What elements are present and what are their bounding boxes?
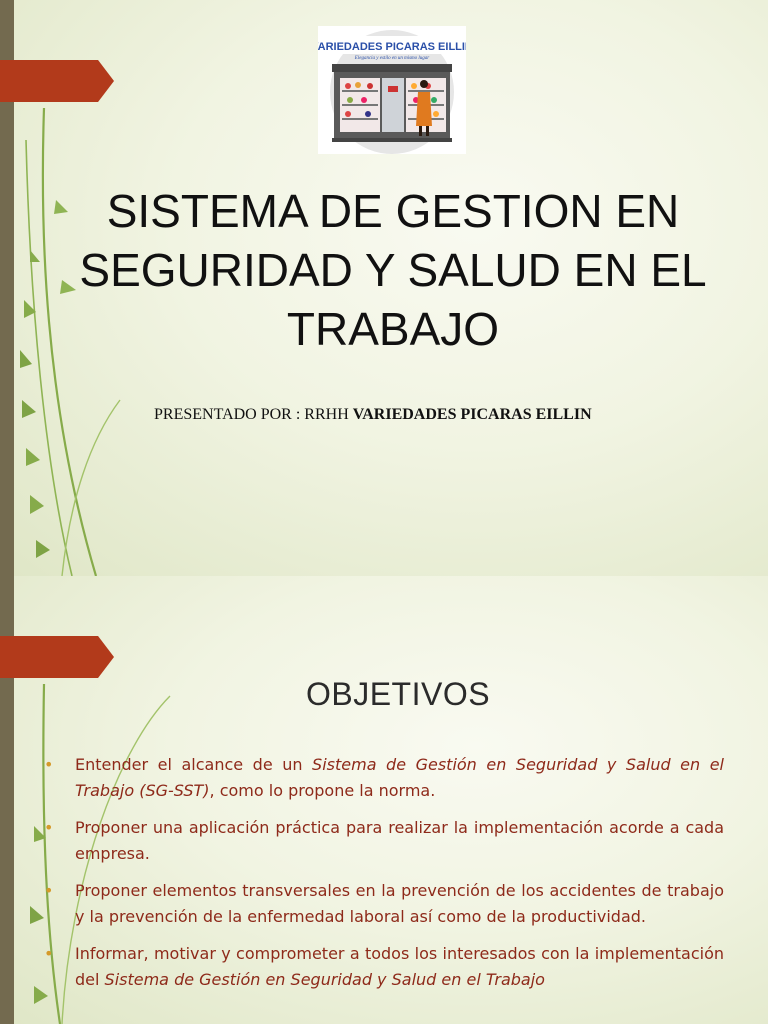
list-item: • Entender el alcance de un Sistema de Gestión en Seguridad y Salud en el Trabajo (SG-SST), como lo propone la norma. xyxy=(44,752,724,804)
presenter-name: VARIEDADES PICARAS EILLIN xyxy=(352,406,592,423)
objectives-slide xyxy=(0,576,768,1024)
presenter-line xyxy=(154,402,624,427)
presenter-prefix: PRESENTADO POR : RRHH xyxy=(154,406,353,423)
bullet-marker-icon: • xyxy=(44,881,54,900)
list-item: • Informar, motivar y comprometer a todos los interesados con la implementación del Sistema de Gestión en Seguridad y Salud en el Trabajo xyxy=(44,941,724,993)
objectives-list xyxy=(44,752,724,1004)
list-item: • Proponer una aplicación práctica para realizar la implementación acorde a cada empresa. xyxy=(44,815,724,867)
logo-sign-subtext: Elegancia y estilo en un mismo lugar xyxy=(354,56,430,61)
company-logo xyxy=(318,26,466,154)
bullet-marker-icon: • xyxy=(44,818,54,837)
store-front-icon xyxy=(318,26,466,154)
objectives-title: OBJETIVOS xyxy=(305,676,491,712)
bullet-marker-icon: • xyxy=(44,755,54,774)
list-item: • Proponer elementos transversales en la prevención de los accidentes de trabajo y la prevención de la enfermedad laboral así como de la productividad. xyxy=(44,878,724,930)
bullet-marker-icon: • xyxy=(44,944,54,963)
slide-title: SISTEMA DE GESTION EN SEGURIDAD Y SALUD EN EL TRABAJO xyxy=(79,185,707,355)
logo-sign-text: VARIEDADES PICARAS EILLIN xyxy=(318,41,466,53)
